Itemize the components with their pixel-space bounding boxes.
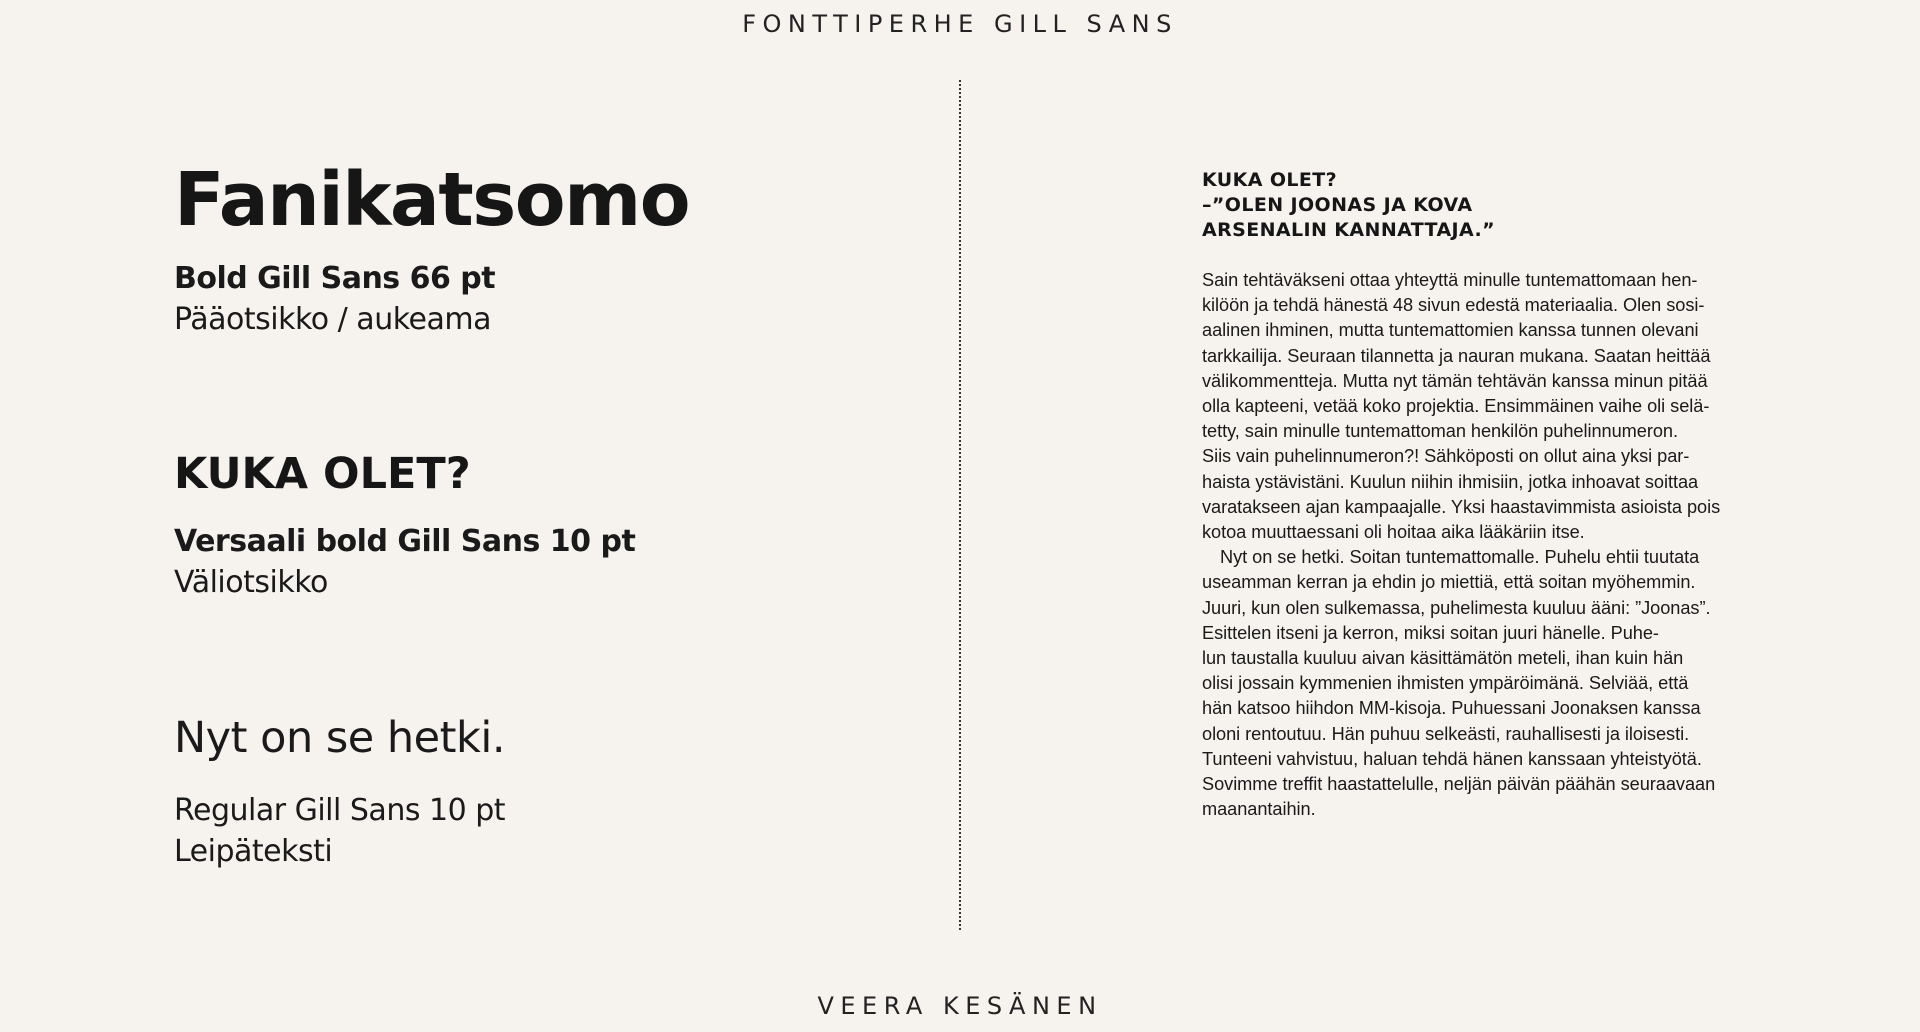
article-body-line: kotoa muuttaessani oli hoitaa aika lääkäriin itse. xyxy=(1202,522,1585,543)
article-body-line: hän katsoo hiihdon MM-kisoja. Puhuessani Joonaksen kanssa xyxy=(1202,698,1701,719)
article-body-line: oloni rentoutuu. Hän puhuu selkeästi, rauhallisesti ja iloisesti. xyxy=(1202,723,1690,744)
article-body-line: tarkkailija. Seuraan tilannetta ja nauran mukana. Saatan heittää xyxy=(1202,345,1711,366)
article-body-line: välikommentteja. Mutta nyt tämän tehtävän kanssa minun pitää xyxy=(1202,370,1708,391)
article-heading-line: KUKA OLET? xyxy=(1202,169,1338,191)
article-body-line: Nyt on se hetki. Soitan tuntemattomalle. Puhelu ehtii tuutata xyxy=(1220,547,1700,568)
article-body-line: kilöön ja tehdä hänestä 48 sivun edestä materiaalia. Olen sosi- xyxy=(1202,295,1705,316)
center-dotted-divider xyxy=(959,80,961,930)
article-body-line: varatakseen ajan kampaajalle. Yksi haastavimmista asioista pois xyxy=(1202,496,1721,517)
article-body-line: olla kapteeni, vetää koko projektia. Ensimmäinen vaihe oli selä- xyxy=(1202,396,1710,417)
heading-spec: Bold Gill Sans 66 pt xyxy=(174,261,496,296)
article-body-line: Sovimme treffit haastattelulle, neljän päivän päähän seuraavaan xyxy=(1202,774,1716,795)
heading-role: Pääotsikko / aukeama xyxy=(174,302,491,337)
page-footer-author: VEERA KESÄNEN xyxy=(817,992,1103,1020)
article-body-line: Sain tehtäväkseni ottaa yhteyttä minulle tuntemattomaan hen- xyxy=(1202,270,1698,290)
heading-sample: Fanikatsomo xyxy=(174,157,690,243)
article-body-line: Tunteeni vahvistuu, haluan tehdä hänen kanssaan yhteistyötä. xyxy=(1202,748,1702,769)
article-heading-line: –”OLEN JOONAS JA KOVA xyxy=(1202,194,1473,216)
subheading-sample: KUKA OLET? xyxy=(174,449,471,499)
article-body-line: olisi jossain kymmenien ihmisten ympäröimänä. Selviää, että xyxy=(1202,673,1689,694)
article-body-line: Siis vain puhelinnumeron?! Sähköposti on ollut aina yksi par- xyxy=(1202,446,1690,467)
article-body-line: useamman kerran ja ehdin jo miettiä, että soitan myöhemmin. xyxy=(1202,572,1696,593)
page-header-title: FONTTIPERHE GILL SANS xyxy=(742,10,1178,38)
article-heading xyxy=(1202,168,1762,243)
body-sample: Nyt on se hetki. xyxy=(174,713,505,763)
body-role: Leipäteksti xyxy=(174,834,333,869)
subheading-spec: Versaali bold Gill Sans 10 pt xyxy=(174,524,636,559)
article-body-line: aalinen ihminen, mutta tuntemattomien kanssa tunnen olevani xyxy=(1202,320,1699,341)
article-body-line: lun taustalla kuuluu aivan käsittämätön meteli, ihan kuin hän xyxy=(1202,648,1684,669)
article-column xyxy=(1202,168,1762,822)
article-body-line: Esittelen itseni ja kerron, miksi soitan juuri hänelle. Puhe- xyxy=(1202,622,1659,643)
article-body-line: Juuri, kun olen sulkemassa, puhelimesta kuuluu ääni: ”Joonas”. xyxy=(1202,597,1711,618)
article-heading-line: ARSENALIN KANNATTAJA.” xyxy=(1202,219,1495,241)
article-body xyxy=(1202,268,1762,822)
article-body-line: maanantaihin. xyxy=(1202,799,1316,820)
body-spec: Regular Gill Sans 10 pt xyxy=(174,793,506,828)
article-body-line: tetty, sain minulle tuntemattoman henkilön puhelinnumeron. xyxy=(1202,421,1678,442)
subheading-role: Väliotsikko xyxy=(174,565,328,600)
article-body-line: haista ystävistäni. Kuulun niihin ihmisiin, jotka inhoavat soittaa xyxy=(1202,471,1699,492)
